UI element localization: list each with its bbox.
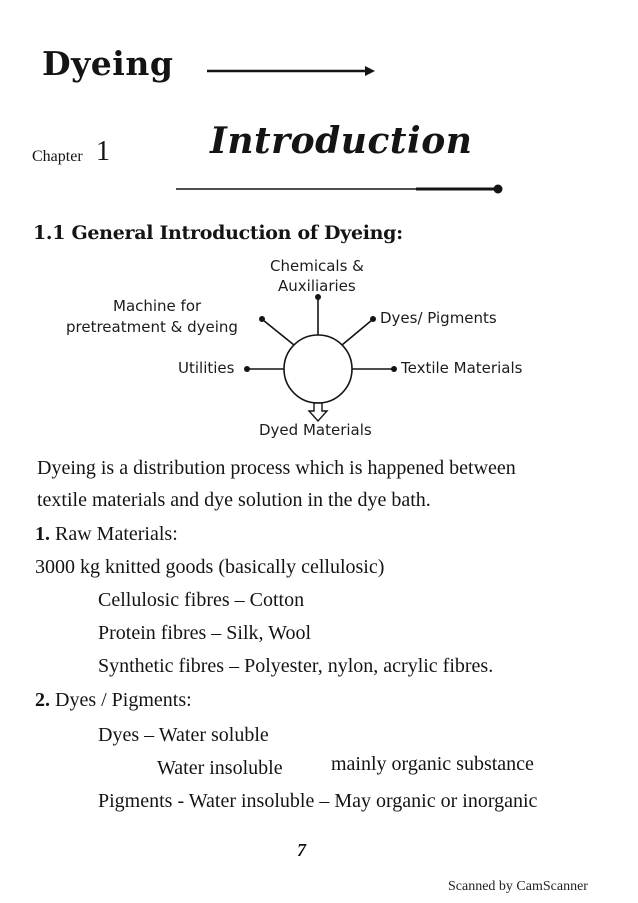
diagram-label-machine-1: Machine for [113,297,202,315]
intro-line-1: Dyeing is a distribution process which is happened between [37,457,516,479]
chapter-label: Chapter [32,148,83,165]
diagram-label-dyed: Dyed Materials [259,421,372,439]
diagram-label-utilities: Utilities [178,359,235,377]
dyes-line-2a: Water insoluble [157,757,283,779]
intro-line-2: textile materials and dye solution in the dye bath. [37,489,431,511]
dyes-line-1: Dyes – Water soluble [98,724,269,746]
diagram-label-textile: Textile Materials [401,359,523,377]
dyes-heading [35,686,192,714]
raw-materials-heading [35,520,178,548]
chapter-rule-divider [176,182,506,196]
diagram-label-chemicals-2: Auxiliaries [278,277,356,295]
chapter-title: Introduction [210,120,473,162]
section-heading: 1.1 General Introduction of Dyeing: [33,222,403,244]
dyeing-diagram [0,250,638,450]
document-title: Dyeing [42,44,174,83]
scanner-watermark: Scanned by CamScanner [448,879,588,894]
raw-materials-title: Raw Materials: [55,523,178,545]
diagram-label-dyes: Dyes/ Pigments [380,309,497,327]
diagram-center-circle [284,335,352,403]
dyes-number: 2. [35,689,50,711]
dyes-line-2b: mainly organic substance [331,753,534,775]
page-number: 7 [297,840,306,860]
diagram-label-machine-2: pretreatment & dyeing [66,318,238,336]
title-arrow-icon [205,64,377,78]
raw-materials-desc: 3000 kg knitted goods (basically cellulosic) [35,556,385,578]
fibre-cellulosic: Cellulosic fibres – Cotton [98,589,305,611]
fibre-synthetic: Synthetic fibres – Polyester, nylon, acrylic fibres. [98,655,494,677]
diagram-label-chemicals-1: Chemicals & [270,257,364,275]
fibre-protein: Protein fibres – Silk, Wool [98,622,312,644]
diagram-down-arrow-icon [309,403,327,421]
chapter-number: 1 [96,136,110,167]
dyes-title: Dyes / Pigments: [55,689,192,711]
raw-materials-number: 1. [35,523,50,545]
pigments-line: Pigments - Water insoluble – May organic or inorganic [98,790,538,812]
